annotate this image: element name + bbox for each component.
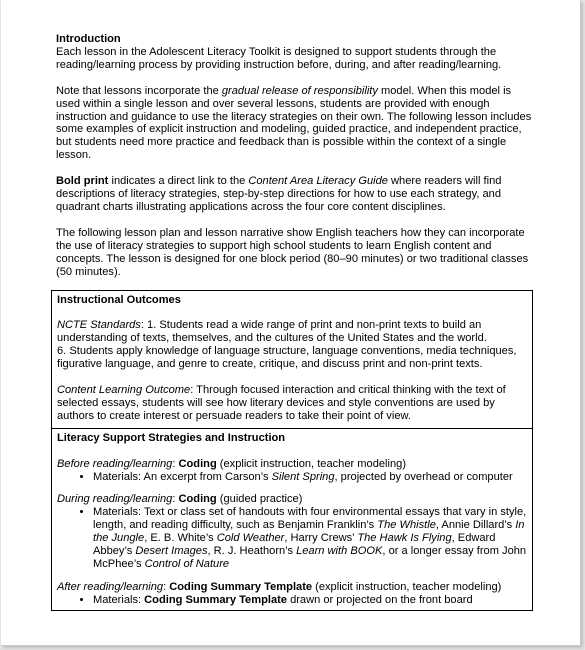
outcomes-heading: Instructional Outcomes [57,293,181,306]
intro-paragraph-1: Each lesson in the Adolescent Literacy Toolkit is designed to support students through the reading/learning process by providing instruction before, during, and after reading/learning. [56,45,502,71]
during-materials-list [57,506,527,571]
instructional-outcomes-section [52,291,532,428]
strategies-heading: Literacy Support Strategies and Instruction [57,431,286,444]
intro-paragraph-2: Note that lessons incorporate the gradual release of responsibility model. When this model is used within a single lesson and over several lessons, students are provided with enough instruction and guidance to use the literacy strategies on their own. The following lesson includes some examples of explicit instruction and modeling, guided practice, and independent practice, but students need more practice and feedback than is possible within the context of a single lesson. [56,84,532,162]
during-materials-item: • Materials: Text or class set of handouts with four environmental essays that vary in style, length, and reading difficulty, such as Benjamin Franklin’s The Whistle, Annie Dillard’s In the Jungle, E. B. White’s Cold Weather, Harry Crews’ The Hawk Is Flying, Edward Abbey’s Desert Images, R. J. Heathorn’s Learn with BOOK, or a longer essay from John McPhee’s Control of Nature [93,506,527,571]
before-materials-list [57,471,527,484]
after-reading-line: After reading/learning: Coding Summary Template (explicit instruction, teacher modeling) [57,580,502,593]
intro-paragraph-4: The following lesson plan and lesson narrative show English teachers how they can incorporate the use of literacy strategies to support high school students to learn English content and concepts. The lesson is designed for one block period (80–90 minutes) or two traditional classes (50 minutes). [56,226,529,278]
introduction-heading: Introduction [56,33,121,45]
ncte-standards: NCTE Standards: 1. Students read a wide range of print and non-print texts to build an understanding of texts, themselves, and the cultures of the United States and the world. 6. Students apply knowledge of language structure, language conventions, media techniques, figurative language, and genre to create, critique, and discuss print and non-print texts. [57,319,517,371]
page-content [56,33,536,611]
content-learning-outcome: Content Learning Outcome: Through focused interaction and critical thinking with the text of selected essays, students will see how literary devices and style conventions are used by authors to create interest or persuade readers to take their point of view. [57,384,506,422]
document-page [1,0,581,646]
after-materials-list [57,594,527,607]
before-materials-item: • Materials: An excerpt from Carson’s Silent Spring, projected by overhead or computer [93,471,527,484]
during-reading-line: During reading/learning: Coding (guided practice) [57,493,303,506]
after-materials-item: • Materials: Coding Summary Template drawn or projected on the front board [93,594,527,607]
literacy-strategies-section [52,428,532,610]
lesson-table [51,290,533,611]
before-reading-line: Before reading/learning: Coding (explicit instruction, teacher modeling) [57,457,407,470]
intro-paragraph-3: Bold print indicates a direct link to the Content Area Literacy Guide where readers will find descriptions of literacy strategies, step-by-step directions for how to use each strategy, and quadrant charts illustrating applications across the four core content disciplines. [56,175,502,213]
